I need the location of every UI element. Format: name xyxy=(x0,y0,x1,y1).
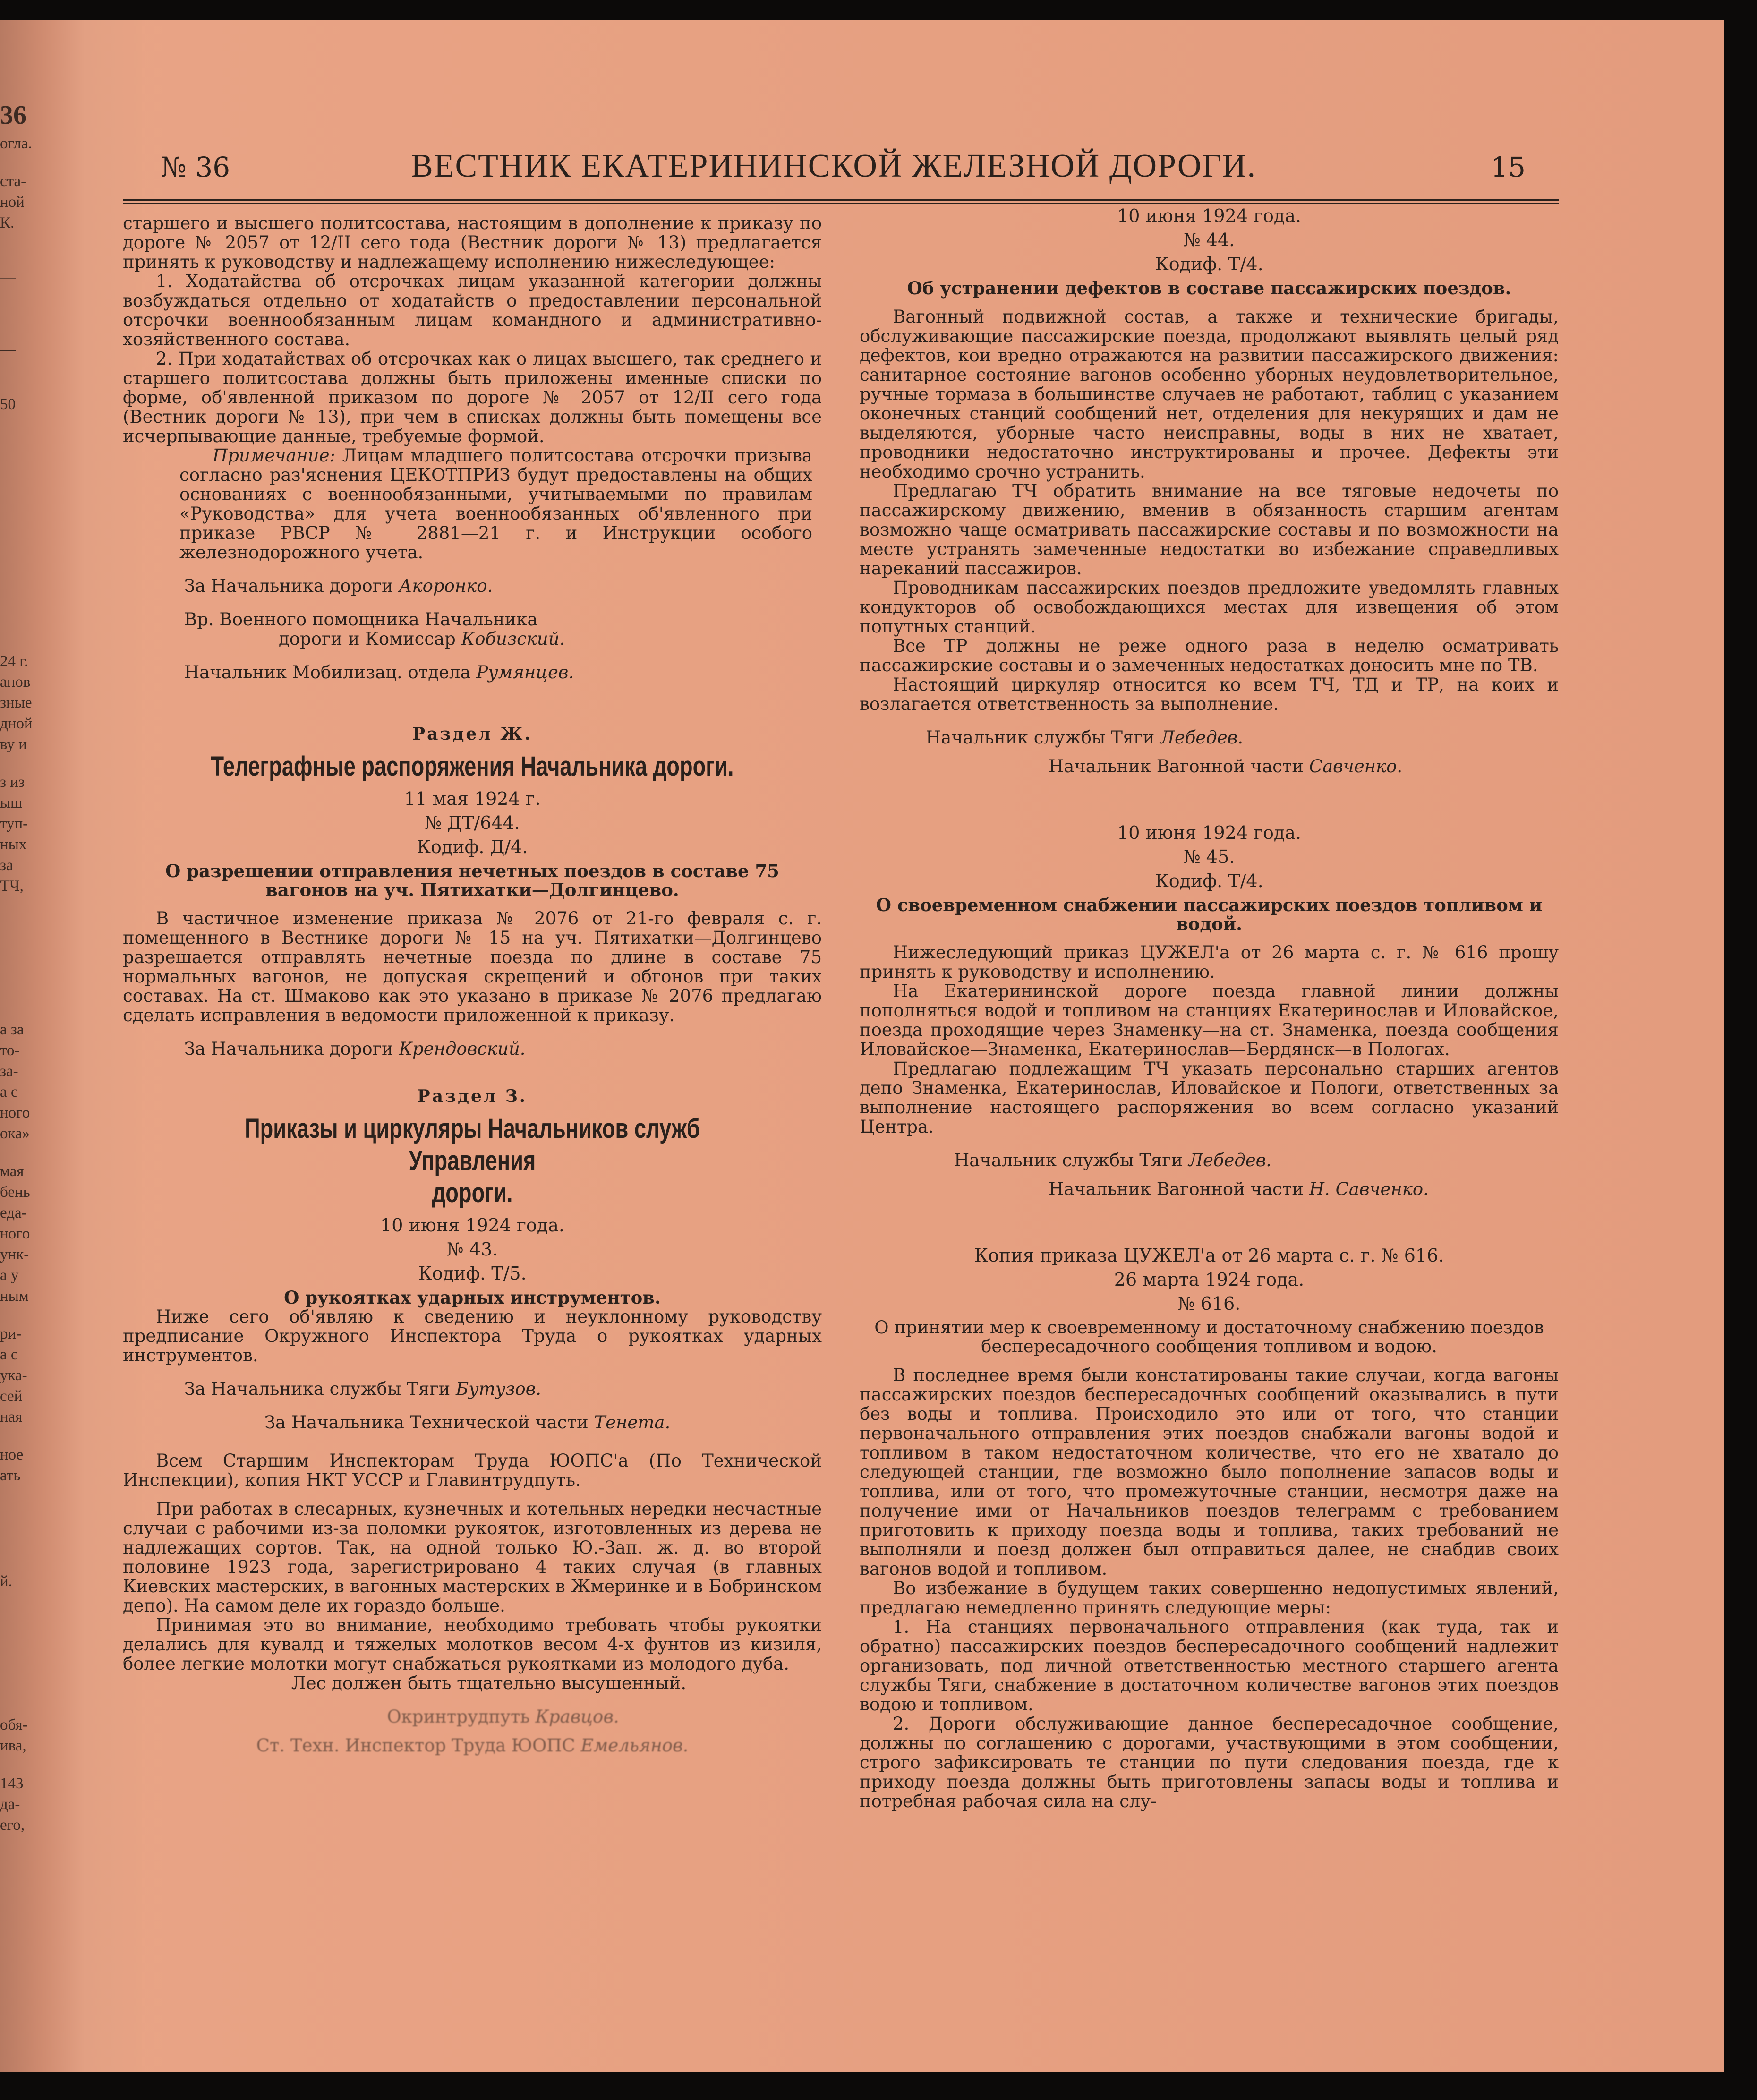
neighbor-page-margin xyxy=(0,101,80,1835)
neighbor-line: ста- xyxy=(0,173,26,190)
section-title: Телеграфные распоряжения Начальника дороги. xyxy=(211,751,734,782)
paragraph: Предлагаю подлежащим ТЧ указать персонально старших агентов депо Знаменка, Екатеринослав, Иловайское и Пологи, ответственных за выполнение настоящего распоряжения во всем согласно указаний Центра. xyxy=(860,1059,1559,1137)
neighbor-line: ву и xyxy=(0,736,27,753)
neighbor-line: туп- xyxy=(0,815,28,832)
signature-name: Румянцев. xyxy=(476,662,574,683)
neighbor-line: мая xyxy=(0,1163,24,1180)
note-label: Примечание: xyxy=(213,445,335,466)
signature xyxy=(184,1379,822,1399)
paragraph: Нижеследующий приказ ЦУЖЕЛ'а от 26 марта с. г. № 616 прошу принять к руководству и исполнению. xyxy=(860,942,1559,982)
paragraph: 1. На станциях первоначального отправления (как туда, так и обратно) пассажирских поездов беспересадочного сообщений надлежит организовать, под личной ответственностью местного старшего агента службы Тяги, снабжение в достаточном количестве вагонов этих поездов водою и топливом. xyxy=(860,1617,1559,1715)
neighbor-line: дной xyxy=(0,715,33,732)
neighbor-line: ать xyxy=(0,1467,21,1484)
signature-name: Кравцов. xyxy=(535,1707,619,1727)
neighbor-line: 24 г. xyxy=(0,653,28,670)
neighbor-line: — xyxy=(0,341,16,358)
signature-role: За Начальника дороги xyxy=(184,576,393,596)
signature xyxy=(184,576,822,596)
page-header xyxy=(123,147,1559,204)
order-date: 10 июня 1924 года. xyxy=(380,1215,564,1236)
neighbor-line: ока» xyxy=(0,1125,30,1142)
signature-name: Бутузов. xyxy=(456,1379,541,1399)
paragraph: Вагонный подвижной состав, а также и технические бригады, обслуживающие пассажирские поезда, продолжают выявлять целый ряд дефектов, кои вредно отражаются на развитии пассажирского движения: санитарное состояние вагонов особенно уборных неудовлетворительное, ручные тормаза в большинстве случаев не работают, таблиц с указанием оконечных станций сообщений нет, отделения для некурящих и дам не выделяются, уборные часто неисправны, воды в них не хватает, проводники недостаточно инструктированы и прочее. Дефекты эти необходимо срочно устранить. xyxy=(860,307,1559,482)
scanned-page xyxy=(0,20,1724,2072)
neighbor-line: ива, xyxy=(0,1737,26,1754)
signature-role: Начальник службы Тяги xyxy=(954,1150,1183,1170)
signature-role: За Начальника дороги xyxy=(184,1039,393,1059)
signature-role: Ст. Техн. Инспектор Труда ЮОПС xyxy=(256,1735,575,1756)
order-date: 11 мая 1924 г. xyxy=(404,788,541,809)
neighbor-line: а с xyxy=(0,1346,18,1363)
neighbor-line: а за xyxy=(0,1021,24,1038)
neighbor-line: еда- xyxy=(0,1204,27,1221)
neighbor-line: ного xyxy=(0,1104,30,1121)
paragraph: При работах в слесарных, кузнечных и котельных нередки несчастные случаи с рабочими из-за поломки рукояток, изготовленных из дерева не надлежащих сортов. Так, на одной только Ю.-Зап. ж. д. во второй половине 1923 года, зарегистрировано 4 таких случая (в главных Киевских мастерских, в вагонных мастерских в Жмеринке и в Бобринском депо). На самом деле их гораздо больше. xyxy=(123,1499,822,1616)
neighbor-line: а у xyxy=(0,1267,19,1284)
order-code: Кодиф. Т/5. xyxy=(418,1263,527,1284)
signature xyxy=(123,1736,822,1755)
neighbor-page-number: 36 xyxy=(0,101,26,130)
neighbor-line: ная xyxy=(0,1409,23,1426)
paragraph: Ниже сего об'являю к сведению и неуклонному руководству предписание Окружного Инспектора Труда о рукоятках ударных инструментов. xyxy=(123,1306,822,1366)
neighbor-line: ТЧ, xyxy=(0,878,24,895)
neighbor-line: — xyxy=(0,269,16,286)
order-number: № 616. xyxy=(1177,1293,1241,1314)
paragraph: На Екатерининской дороге поезда главной линии должны пополняться водой и топливом на станциях Екатеринослав и Иловайское, поезда проходящие через Знаменку—на ст. Знаменка, поезда сообщения Иловайское—Знаменка, Екатеринослав—Бердянск—в Пологах. xyxy=(860,981,1559,1059)
signature-name: Акоронко. xyxy=(399,576,493,596)
neighbor-line: 50 xyxy=(0,396,16,413)
neighbor-line: да- xyxy=(0,1796,20,1813)
neighbor-line: за- xyxy=(0,1063,18,1080)
paragraph: Принимая это во внимание, необходимо требовать чтобы рукоятки делались для кувалд и тяжелых молотков весом 4-х фунтов из кизиля, более легкие молотки могут снабжаться рукоятками из молодого дуба. xyxy=(123,1615,822,1674)
order-heading: О рукоятках ударных инструментов. xyxy=(284,1287,661,1308)
signature xyxy=(184,663,822,682)
paragraph: В частичное изменение приказа № 2076 от 21-го февраля с. г. помещенного в Вестнике дороги № 15 на уч. Пятихатки—Долгинцево разрешается отправлять нечетные поезда по длине в составе 75 нормальных вагонов, не допуская скрещений и обгонов при таких составах. На ст. Шмаково как это указано в приказе № 2076 предлагаю сделать исправления в ведомости приложенной к приказу. xyxy=(123,908,822,1025)
page-number: 15 xyxy=(1491,151,1526,183)
neighbor-line: й. xyxy=(0,1573,12,1590)
order-code: Кодиф. Т/4. xyxy=(1155,871,1263,891)
section-title xyxy=(200,1113,745,1209)
signature xyxy=(184,1039,822,1059)
order-code: Кодиф. Т/4. xyxy=(1155,254,1263,274)
order-number: № 43. xyxy=(446,1239,498,1260)
neighbor-line: ных xyxy=(0,836,27,853)
neighbor-line: его, xyxy=(0,1817,25,1834)
neighbor-line: а с xyxy=(0,1084,18,1101)
order-number: № ДТ/644. xyxy=(425,812,520,833)
signature-role: Начальник Мобилизац. отдела xyxy=(184,662,471,683)
signature xyxy=(954,1151,1559,1170)
neighbor-line: ное xyxy=(0,1446,24,1463)
order-heading: О разрешении отправления нечетных поездов в составе 75 вагонов на уч. Пятихатки—Долгинцево. xyxy=(165,861,779,900)
signature-name: Савченко. xyxy=(1309,756,1403,777)
copy-title: Копия приказа ЦУЖЕЛ'а от 26 марта с. г. № 616. xyxy=(974,1245,1444,1266)
address-paragraph: Всем Старшим Инспекторам Труда ЮОПС'а (По Технической Инспекции), копия НКТ УССР и Главинтрудпуть. xyxy=(123,1451,822,1490)
signature-role: За Начальника Технической части xyxy=(264,1412,589,1433)
order-heading: О принятии мер к своевременному и достаточному снабжению поездов беспересадочного сообщения топливом и водою. xyxy=(874,1317,1544,1357)
signature-name: Н. Савченко. xyxy=(1309,1179,1429,1199)
issue-number: № 36 xyxy=(161,151,230,183)
neighbor-line: огла. xyxy=(0,135,32,152)
signature-name: Крендовский. xyxy=(399,1039,526,1059)
section-label: Раздел З. xyxy=(417,1086,528,1106)
order-date: 10 июня 1924 года. xyxy=(1117,205,1301,226)
neighbor-line: з из xyxy=(0,774,25,791)
neighbor-line: ука- xyxy=(0,1367,27,1384)
signature-role: Вр. Военного помощника Начальника xyxy=(184,609,538,630)
neighbor-line: за xyxy=(0,857,13,874)
neighbor-line: зные xyxy=(0,694,32,711)
paragraph: 2. При ходатайствах об отсрочках как о лицах высшего, так среднего и старшего политсостава должны быть приложены именные списки по форме, об'явленной приказом по дороге № 2057 от 12/II сего года (Вестник дороги № 13), при чем в списках должны быть помещены все исчерпывающие данные, требуемые формой. xyxy=(123,349,822,446)
gazette-page xyxy=(123,128,1559,1994)
paragraph: Во избежание в будущем таких совершенно недопустимых явлений, предлагаю немедленно принять следующие меры: xyxy=(860,1578,1559,1618)
signature-name: Емельянов. xyxy=(580,1735,689,1756)
neighbor-line: 143 xyxy=(0,1775,24,1792)
neighbor-line: ыш xyxy=(0,794,23,811)
signature xyxy=(1049,757,1559,776)
section-label: Раздел Ж. xyxy=(412,724,532,744)
neighbor-line: ри- xyxy=(0,1325,22,1342)
section-title-line: Приказы и циркуляры Начальников служб Управления xyxy=(245,1113,700,1176)
paragraph: В последнее время были констатированы такие случаи, когда вагоны пассажирских поездов беспересадочных сообщений оказывались в пути без воды и топлива. Происходило это или от того, что станции первоначального отправления этих поездов снабжали вагоны водой и топливом в таком недостаточном количестве, что его не хватало до следующей станции, где возможно было пополнение запасов воды и топлива, или от того, что промежуточные станции, несмотря даже на получение ими от Начальников поездов телеграмм с требованием приготовить к приходу поезда воды и топлива, таких требований не выполняли и поезд должен был отправиться далее, не снабдив своих вагонов водой и топливом. xyxy=(860,1365,1559,1579)
neighbor-line: унк- xyxy=(0,1246,29,1263)
order-number: № 45. xyxy=(1183,846,1235,867)
signature-block xyxy=(184,610,822,629)
paragraph: Предлагаю ТЧ обратить внимание на все тяговые недочеты по пассажирскому движению, вменив в обязанность старшим агентам возможно чаще осматривать пассажирские составы и по возможности на месте устранять замеченные недостатки во избежание справедливых нареканий пассажиров. xyxy=(860,481,1559,579)
signature-role: дороги и Комиссар xyxy=(279,629,456,649)
signature-role: Начальник Вагонной части xyxy=(1049,756,1304,777)
paragraph: Лес должен быть тщательно высушенный. xyxy=(291,1673,687,1693)
signature xyxy=(184,1707,822,1726)
neighbor-line: анов xyxy=(0,674,31,691)
paragraph: 1. Ходатайства об отсрочках лицам указанной категории должны возбуждаться отдельно от ходатайств о предоставлении персональной отсрочки военнообязанным лицам командного и административно-хозяйственного состава. xyxy=(123,271,822,350)
section-title-line: дороги. xyxy=(432,1178,513,1208)
left-column xyxy=(123,213,822,1755)
paragraph: Все ТР должны не реже одного раза в неделю осматривать пассажирские составы и о замеченных недостатках доносить мне по ТВ. xyxy=(860,636,1559,675)
order-number: № 44. xyxy=(1183,230,1235,250)
order-code: Кодиф. Д/4. xyxy=(417,837,528,857)
paragraph: Настоящий циркуляр относится ко всем ТЧ, ТД и ТР, на коих и возлагается ответственность за выполнение. xyxy=(860,674,1559,714)
neighbor-line: сей xyxy=(0,1388,23,1405)
neighbor-line: ным xyxy=(0,1288,29,1305)
signature xyxy=(1049,1179,1559,1199)
signature-role: Начальник Вагонной части xyxy=(1049,1179,1304,1199)
right-column xyxy=(860,206,1559,1811)
signature-role: За Начальника службы Тяги xyxy=(184,1379,451,1399)
signature xyxy=(279,629,822,649)
order-date: 26 марта 1924 года. xyxy=(1114,1269,1305,1290)
note-text: Лицам младшего политсостава отсрочки призыва согласно раз'яснения ЦЕКОТПРИЗ будут предоставлены на общих основаниях с военнообязанными, учитываемыми по правилам «Руководства» для учета военнообязанных об'явленного при приказе РВСР № 2881—21 г. и Инструкции особого железнодорожного учета. xyxy=(179,445,812,563)
neighbor-line: бень xyxy=(0,1184,30,1201)
paragraph: Проводникам пассажирских поездов предложите уведомлять главных кондукторов об освобождающихся местах для извещения об этом попутных станций. xyxy=(860,578,1559,637)
paragraph: 2. Дороги обслуживающие данное беспересадочное сообщение, должны по соглашению с дорогами, участвующими в этом сообщении, строго зафиксировать те станции по пути следования поезда, где к приходу поезда должны быть приготовлены запасы воды и топлива и потребная рабочая сила на слу- xyxy=(860,1714,1559,1811)
paragraph: старшего и высшего политсостава, настоящим в дополнение к приказу по дороге № 2057 от 12/II сего года (Вестник дороги № 13) предлагается принять к руководству и надлежащему исполнению нижеследующее: xyxy=(123,213,822,272)
signature-name: Тенета. xyxy=(594,1412,671,1433)
signature xyxy=(926,728,1559,747)
neighbor-line: К. xyxy=(0,214,15,231)
order-heading: Об устранении дефектов в составе пассажирских поездов. xyxy=(907,278,1511,299)
signature-name: Кобизский. xyxy=(461,629,565,649)
order-date: 10 июня 1924 года. xyxy=(1117,822,1301,843)
signature-role: Окринтрудпуть xyxy=(387,1707,530,1727)
neighbor-line: обя- xyxy=(0,1716,28,1733)
order-heading: О своевременном снабжении пассажирских поездов топливом и водой. xyxy=(876,895,1543,934)
neighbor-line: то- xyxy=(0,1042,20,1059)
signature-name: Лебедев. xyxy=(1188,1150,1271,1170)
neighbor-line: ной xyxy=(0,194,25,211)
signature-name: Лебедев. xyxy=(1160,727,1243,748)
signature-role: Начальник службы Тяги xyxy=(926,727,1155,748)
neighbor-line: ного xyxy=(0,1225,30,1242)
signature xyxy=(264,1413,822,1432)
note-paragraph xyxy=(179,446,812,562)
publication-title: ВЕСТНИК ЕКАТЕРИНИНСКОЙ ЖЕЛЕЗНОЙ ДОРОГИ. xyxy=(411,148,1256,184)
